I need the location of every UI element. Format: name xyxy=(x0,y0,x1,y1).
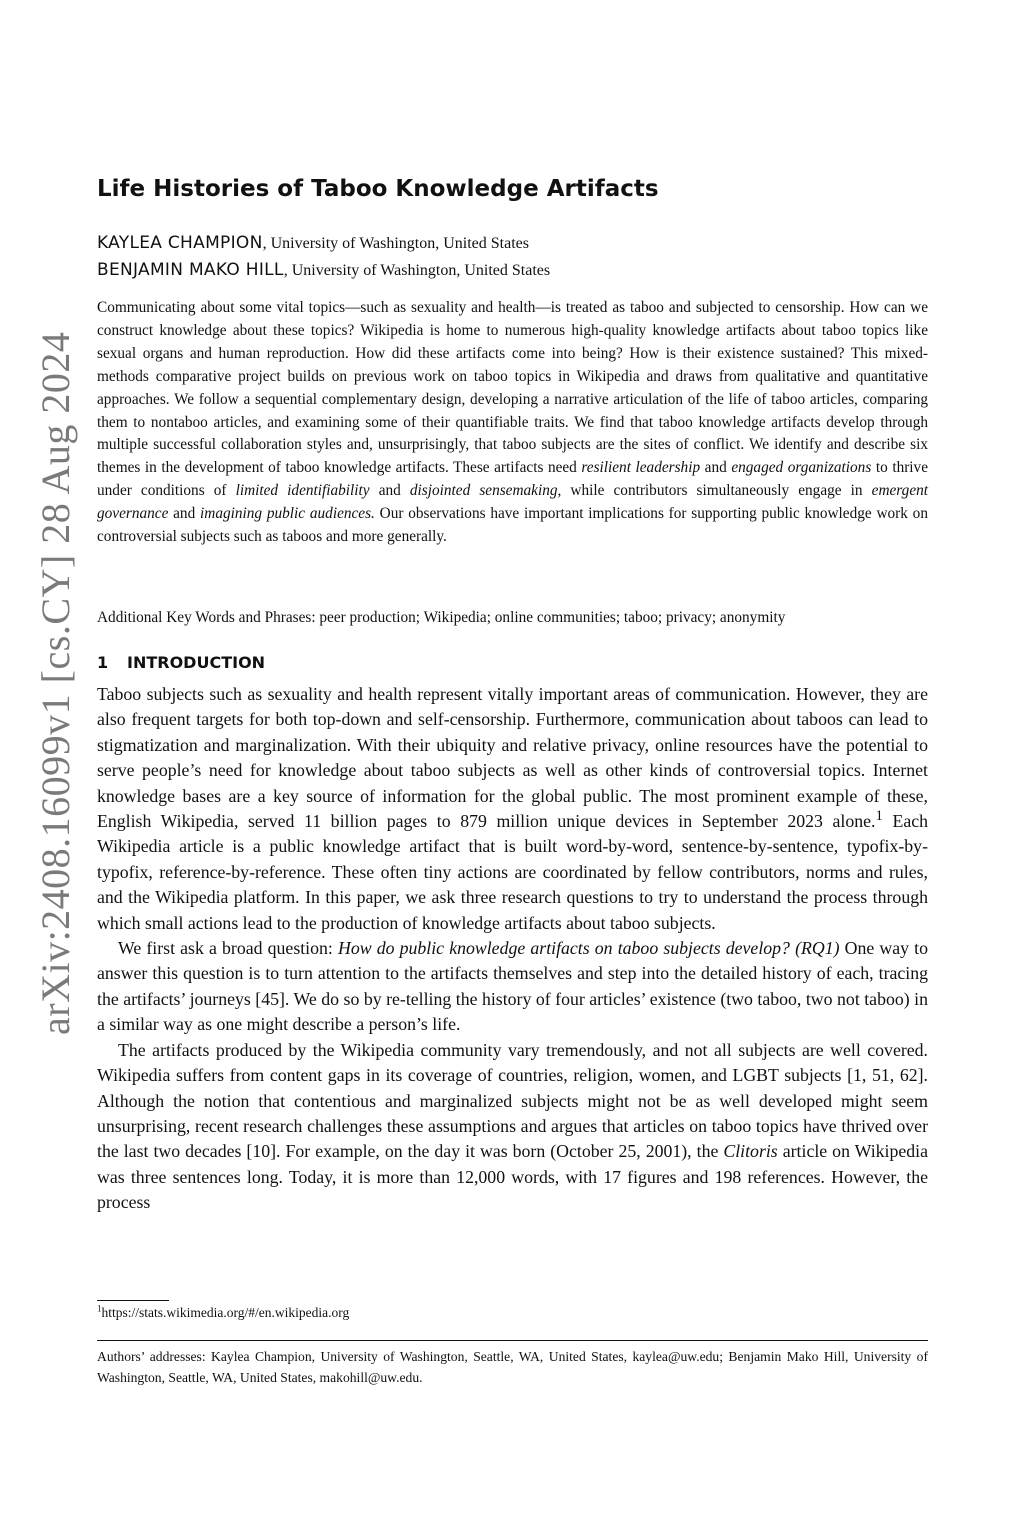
arxiv-identifier: arXiv:2408.16099v1 [cs.CY] 28 Aug 2024 xyxy=(33,331,78,1035)
footnote-link[interactable]: https://stats.wikimedia.org/#/en.wikipedia.org xyxy=(101,1305,350,1320)
section-heading xyxy=(97,653,265,672)
abstract: Communicating about some vital topics—such as sexuality and health—is treated as taboo and subjected to censorship. How can we construct knowledge about these topics? Wikipedia is home to numerous high-quality knowledge artifacts about taboo topics like sexual organs and human reproduction. How did these artifacts come into being? How is their existence sustained? This mixed-methods comparative project builds on previous work on taboo topics in Wikipedia and draws from qualitative and quantitative approaches. We follow a sequential complementary design, developing a narrative articulation of the life of taboo articles, comparing them to nontaboo articles, and examining some of their quantifiable traits. We find that taboo knowledge artifacts develop through multiple successful collaboration styles and, unsurprisingly, that taboo subjects are the sites of conflict. We identify and describe six themes in the development of taboo knowledge artifacts. These artifacts need resilient leadership and engaged organizations to thrive under conditions of limited identifiability and disjointed sensemaking, while contributors simultaneously engage in emergent governance and imagining public audiences. Our observations have important implications for supporting public knowledge work on controversial subjects such as taboos and more generally. xyxy=(97,299,929,546)
body-paragraph: We first ask a broad question: How do public knowledge artifacts on taboo subjects develop? (RQ1) One way to answer this question is to turn attention to the artifacts themselves and step into the detailed history of each, tracing the artifacts’ journeys [45]. We do so by re-telling the history of four articles’ existence (two taboo, two not taboo) in a similar way as one might describe a person’s life. xyxy=(97,938,928,1035)
footnote-marker[interactable]: 1 xyxy=(875,808,883,825)
paper-title: Life Histories of Taboo Knowledge Artifacts xyxy=(97,176,659,202)
footnote-number: 1 xyxy=(97,1303,102,1314)
author-affiliation: , University of Washington, United States xyxy=(283,262,551,279)
addresses-divider xyxy=(97,1340,928,1341)
research-question: How do public knowledge artifacts on taboo subjects develop? (RQ1) xyxy=(337,938,840,959)
introduction-body xyxy=(97,682,928,1216)
author-name: KAYLEA CHAMPION xyxy=(97,233,263,253)
author-name: BENJAMIN MAKO HILL xyxy=(97,260,284,280)
body-paragraph: The artifacts produced by the Wikipedia community vary tremendously, and not all subjects are well covered. Wikipedia suffers from content gaps in its coverage of countries, religion, women, and LGBT subjects [1, 51, 62]. Although the notion that contentious and marginalized subjects might not be as well developed might seem unsurprising, recent research challenges these assumptions and argues that articles on taboo topics have thrived over the last two decades [10]. For example, on the day it was born (October 25, 2001), the Clitoris article on Wikipedia was three sentences long. Today, it is more than 12,000 words, with 17 figures and 198 references. However, the process xyxy=(97,1039,928,1213)
body-paragraph: Taboo subjects such as sexuality and health represent vitally important areas of communication. However, they are also frequent targets for both top-down and self-censorship. Furthermore, communication about taboos can lead to stigmatization and marginalization. With their ubiquity and relative privacy, online resources have the potential to serve people’s need for knowledge about taboo subjects as well as other kinds of controversial topics. Internet knowledge bases are a key source of information for the global public. The most prominent example of these, English Wikipedia, served 11 billion pages to 879 million unique devices in September 2023 alone.$^1$ Each Wikipedia article is a public knowledge artifact that is built word-by-word, sentence-by-sentence, typofix-by-typofix, reference-by-reference. These often tiny actions are coordinated by fellow contributors, norms and rules, and the Wikipedia platform. In this paper, we ask three research questions to try to understand the process through which small actions lead to the production of knowledge artifacts about taboo subjects. xyxy=(97,684,928,933)
author-line xyxy=(97,260,550,280)
section-title: INTRODUCTION xyxy=(127,653,266,672)
author-addresses: Authors’ addresses: Kaylea Champion, University of Washington, Seattle, WA, United States, kaylea@uw.edu; Benjamin Mako Hill, University of Washington, Seattle, WA, United States, makohill@uw.edu. xyxy=(97,1349,928,1385)
author-line xyxy=(97,233,529,253)
keywords: Additional Key Words and Phrases: peer production; Wikipedia; online communities; taboo; privacy; anonymity xyxy=(97,609,786,626)
footnote xyxy=(97,1305,349,1321)
section-number: 1 xyxy=(97,653,109,672)
author-affiliation: , University of Washington, United States xyxy=(262,235,529,252)
footnote-divider xyxy=(97,1300,169,1301)
